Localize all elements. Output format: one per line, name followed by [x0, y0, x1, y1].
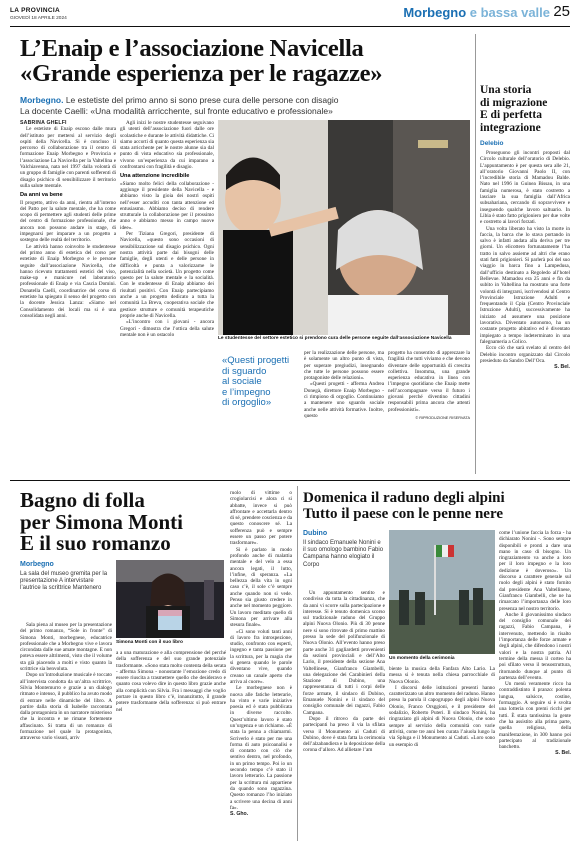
photo-author-portrait — [116, 560, 224, 638]
story3-signature: S. Bel. — [555, 750, 571, 757]
story1-col2-text-c: Per Tiziana Gregori, presidente di Navicella, «questo sono occasioni di sensibilizzazione sul disagio psichico. Ogni nostra attività parte dai bisogni delle famiglie, degli utenti e delle persone in difficoltà e punta a valorizzarne le potenzialità nella società. Un progetto come questo per la salute mentale e la socialità. Con le studentesse di Enaip abbiamo dei risultati positivi. Con Enaip partecipiamo anche a un progetto dedicato a tutta la comunità La Breva, cooperativa sociale che gestisce strutture e comunità terapeutiche proprie anche di Navicella. — [120, 231, 214, 319]
story3-col1-text: Un appuntamento sentito e condiviso da tutta la cittadinanza, che da anni vi scorre sulla partecipazione e interesse. Si è tenuto domenica scorso sul tradizionale raduno del Gruppo alpini Nuova Olonio. Più di 30 penne nere si sono ritrovate di primo mattino presso la sede del polifunzionale di Nuova Olonio. All’evento hanno preso parte anche 31 gagliardetti provenienti da sezioni provinciali e dell’Alto Lario, il presidente della sezione Ana Valtellinese, Gianfranco Giambelli, una delegazione dei Carabinieri della Stazione di Dubino, una rappresentanza di tutti i corpi delle forze armate, il sindaco di Dubino, Emanuele Nonini e il sindaco del consiglio comunale dei ragazzi, Fabio Campana. — [303, 590, 385, 716]
story1-col2-text: Agli inizi le nostre studentesse seguivano gli utenti dell’associazione fuori dalle ore scolastiche e durante le attività didattiche. Ci siamo accorti di quanto questa esperienza sia stata arricchente per le nostre alunne sia dal punto di vista educativo sia professionale, vivono un’esperienza da cui imparano a confrontarsi con fragilità e disagio. — [120, 120, 214, 171]
story3-photo — [389, 530, 495, 654]
story1-col4-text: progetto ha consentito di apprezzare la fragilità che tutti viviamo e che devono diventare delle opportunità di crescita collettiva. Insomma, una grande esperienza educativa in linea con l’impegno quotidiano che Enaip mette nell’accompagnare verso il futuro i giovani perché diventino cittadini responsabili prima ancora che attenti professionisti». — [388, 350, 470, 413]
story2-photo-caption: Simona Monti con il suo libro — [116, 640, 183, 645]
story3-photo-caption: Un momento della cerimonia — [389, 656, 455, 661]
story3-col3 — [499, 530, 571, 842]
story1-summary-2: La docente Caelli: «Una modalità arricchente, sul fronte educativo e professionale» — [20, 105, 333, 116]
story2-signature-inline: S. Gho. — [230, 811, 249, 818]
story2-headline-3: E il suo romanzo — [20, 531, 171, 555]
story3-col3-text: come l’unione faccia la forza - ha dichiarato Nonini -. Sono sempre disponibili e pronti a dare una mano in caso di bisogno. Un ringraziamento va anche a loro per il loro impegno e la loro dedizione è doveroso». Un discorso a carattere generale sul ruolo degli alpini è stato fornito dal presidente Ana Valtellinese, Gianfranco Giambelli, che ne ha rimarcato l’importanza delle loro presenza nel nostro territorio. — [499, 530, 571, 612]
story1-col1-subhead: Da anni va bene — [20, 192, 63, 199]
story1-headline — [20, 36, 470, 86]
story1-col1-text-b: Il progetto, attivo da anni, rientra all’interno del Patto per la salute mentale, che ha come scopo di permettere agli studenti delle prime del centro di formazione professionale, che ancora non possono andare in stage, di impegnarsi per imparare a un progetto a sostegno delle realtà del territorio. — [20, 199, 116, 244]
sidebar-body — [480, 150, 570, 475]
sidebar-text-2: Una volta liberato ha visto la morte in faccia, la barca che lo stava portando in salvo è infatti andata alla deriva per tre giorni. Un elicottero fortunatamente l’ha tratto in salvo assieme ad altri che erano stati fatti prigionieri. Si parlerà poi del suo viaggio in barca fino a Lampedusa, dall’ufficio destinato a Regoledo all’hotel Bellevue. Mamadou era 25 anni e fin da subito in Valtellina ha mostrato una forte volontà di integrarsi, iscrivendosi al Centro Provinciale Istruzione Adulti e frequentando il Cpia (Centro Provinciale Istruzione Adulti), successivamente ha iniziato ad assumere una posizione lavorativa. Diventato autonomo, ha un costante progetto abitativo ed è diventato impiegato a tempo indeterminato in una falegnameria a Colico. — [480, 225, 570, 345]
story2-col3-text: ruolo di vittime o crogiolarcisi e alora ci si abbatte, invece si può affrontare e accettarla dentro di sé, prendere coscienza e da questo conoscere sé. La sofferenza può e sempre essere un passo per potere trasformare». — [230, 490, 292, 547]
photo-alpini-ceremony — [389, 530, 495, 654]
story2-col3-text-c: «Ci sono voluti tanti anni di lavoro fra introspezione, studio, confronto con esperti, ingegno e tanta passione per la scrittura, per la magia che si genera quando le parole diventano vive, quando creano un canale aperto che arriva al cuore». — [230, 628, 292, 685]
story2-headline — [20, 490, 240, 555]
story2-photo — [116, 560, 224, 638]
story1-col4 — [388, 350, 470, 470]
story3-col3-text-b: Anche il giovanissimo sindaco del consiglio comunale dei ragazzi, Fabio Campana, è intervenuto, mettendo in risalto l’importanza delle forze armate e degli alpini, che difendono i nostri valori e la nostra patria. Al termine della messa il corteo ha poi sfilato verso il tensostruttura, ritornando dunque al punto di partenza dell’evento. — [499, 611, 571, 681]
story1-col1 — [20, 120, 116, 470]
quote-line1: «Questi progetti — [222, 355, 290, 366]
story1-col2 — [120, 120, 214, 470]
story1-byline: SABRINA GHELFI — [20, 120, 67, 126]
story1-col3 — [304, 350, 384, 470]
story2-col2 — [116, 650, 226, 842]
story1-col2-text-b: «Siamo molto felici della collaborazione - aggiunge il presidente della Navicella - e abbiamo visto la gioia dei nostri ospiti nell’esser accuditi con tanta attenzione ed entusiasmo. Abbiamo deciso di rendere strutturale la collaborazione per il prossimo anno e abbiamo messo in campo nuove idee». — [120, 180, 214, 231]
story2-col3 — [230, 490, 292, 842]
section-rule — [10, 480, 570, 481]
story1-pullquote — [222, 356, 302, 409]
sidebar-headline-2: di migrazione — [480, 96, 548, 109]
sidebar-headline — [480, 84, 572, 134]
story-divider — [297, 486, 298, 841]
story3-col1-text-b: Dopo il ritrovo da parte dei partecipanti ha preso il via la sfilata verso il Monumento ai Caduti di Dubino, dove è stata fatta la cerimonia dell’alzabandiera e la deposizione della corona d’alloro. Ad allietare l’am — [303, 715, 385, 754]
story3-col2-text: biente la musica della Fanfara Alto Lario. La messa si è tenuta nella chiesa parrocchiale di Nuova Olonio. — [389, 666, 495, 685]
story1-col2-text-d: «L’incontro con i giovani - ancora Gregori - dimostra che l’ottica della salute mentale non è un ostacolo — [120, 319, 214, 338]
story2-col3-text-b: Si è parlato in modo profondo anche di malattia mentale e del velo a essa ancora legati, il lutto, l’infine, di speranza. «La bellezza della vita in ogni caso c’è, il sole c’è sempre anche quando non si vede. Penso sia giusto credere in anche nel momento peggiore. Un lavoro meditato quello di Simona per arrivare alla stesura finale». — [230, 546, 292, 629]
story2-headline-1: Bagno di folla — [20, 488, 145, 512]
story2-summary: La sala del museo gremita per la presentazione A intervistare l’autrice la scrittrice Mantenero — [20, 571, 108, 592]
story1-photo — [218, 120, 470, 335]
sidebar-kicker: Delebio — [480, 140, 504, 147]
story3-headline-2: Tutto il paese con le penne nere — [303, 506, 504, 522]
quote-line2: di sguardo — [222, 365, 267, 377]
quote-line5: di orgoglio» — [222, 397, 272, 408]
masthead-rule — [10, 26, 570, 27]
story3-headline — [303, 490, 573, 522]
story2-col1-text-b: Dopo un’introduzione musicale è toccato all’intervista condotta da un’altra scrittrice, Silvia Montemurro e grazie a un dialogo ritmato e intenso, il pubblico ha avuto modo di entrare nelle dinamiche del libro. A partire dalla storia di Isabelle raccontata dalla protagonista in un narratore misterioso che la incontra e ne rimane fortemente affascinato. Si tratta di un romanzo di formazione nel quale la protagonista, attraverso vario vissuti, arriv — [20, 672, 112, 742]
sidebar-headline-4: integrazione — [480, 121, 541, 134]
sidebar-text-3: Ecco ciò che sarà svelato al centro del Delebio incontro organizzato dal Circolo presieduto da Sandro Dell’Oca. — [480, 345, 570, 364]
story1-col1-text-c: Le attività hanno coinvolto le studentesse del primo anno di estetica del corso per estetiste di Enaip Morbegno e le persone seguite dall’associazione Navicella, che hanno ricevuto trattamenti estetici del viso, make-up e manicure nel laboratorio professionale di Enaip e via Cascia Domini. Donatella Caelli, coordinatrice del corso di estetiste ha spiegato il senso del progetto con la docente Jessica Lanza: «Siamo nel Consolidamento dei locali ma si è una consolidata negli anni. — [20, 243, 116, 319]
sidebar-divider — [475, 34, 476, 474]
story1-rights: © RIPRODUZIONE RISERVATA — [415, 415, 470, 420]
story3-col3-text-c: Un menù veramente ricco ha contraddistinto il pranzo: polenta lungua, salsicce, costine, formaggio. A seguire si è svolta una lotteria con premi ricchi per tutti. È stata tantissima la gente che ha assistito alla prima parte, quella religiosa, della manifestazione, in 300 hanno poi partecipato al tradizionale banchetto. — [499, 681, 571, 751]
sidebar-signature: S. Bel. — [554, 364, 570, 371]
sidebar-headline-3: E di perfetta — [480, 109, 542, 121]
story1-col3-text-b: «Questi progetti - afferma Andrea Donegà, direttore Enaip Morbegno - ci rimpiono di orgoglio. Continuiamo a mantenere uno sguardo sociale anche nelle attività formative. Inoltre, questo — [304, 381, 384, 419]
story1-headline-line1: L’Enaip e l’associazione Navicella — [20, 35, 364, 62]
story2-col2-text: a a una maturazione e alla comprensione del perché della sofferenza e del suo grande potenziale trasformante. «Sono stata molto contenta della serata - afferma Simona - nonostante l’emozione credo di essere riuscita a trasmettere quello che desideravo e quanto cosa volevo dire in questo libro grazie anche alla complicità con Silvia. Fra i messaggi che voglio portare in questo libro c’è, innanzitutto, il grande potere trasformante della sofferenza: si può entrare nel — [116, 650, 226, 713]
story2-headline-2: per Simona Monti — [20, 509, 183, 534]
sidebar-text-1: Proseguono gli incontri proposti dal Circolo culturale dell’oratorio di Delebio. L’appuntamento è per questa sera alle 21, all’oratorio Giovanni Paolo II, con l’incredibile storia di Mamadou Balde. Nato nel 1996 in Guinea Bissau, in una famiglia numerosa, è stato costretto a lasciare la sua famiglia dall’Africa subsahariana, cercando di sopravvivere e inseguendo qualche lavoro saltuario. In Libia è stato fatto prigioniero per due volte e costretto ai lavori forzati. — [480, 150, 570, 226]
page-number: 25 — [553, 3, 570, 20]
story3-headline-1: Domenica il raduno degli alpini — [303, 490, 505, 506]
section-title — [403, 5, 550, 20]
photo-beautician-scene — [218, 120, 470, 335]
masthead — [10, 4, 570, 26]
story2-kicker: Morbegno — [20, 561, 54, 568]
newspaper-name: LA PROVINCIA — [10, 7, 60, 14]
story3-col2-text-b: I discorsi delle istituzioni presenti hanno caratterizzato un altro momento del raduno. Hanno preso la parola il capogruppo degli alpini Nuova Olonio, Franco Orsggioni, e il presidente del sodalizio, Roberto Puteri. Il sindaco Nonini, ha ringraziato gli alpini di Nuova Olonio, che sono sempre al servizio della comunità con varie attività, come tre anni ben curata l’aiuola lungo la via Spluga e il Monumento ai Caduti. «Loro sono un esempio di — [389, 684, 495, 748]
sidebar-headline-1: Una storia — [480, 84, 532, 96]
story1-kicker: Morbegno. — [20, 95, 64, 105]
story2-col1-text: Sala piena al museo per la presentazione del primo romanzo, “Sole in fronte” di Simona Monti, morbegnese, educatrice professionale che a Morbegno vive e lavora circondata dalle sue amate montagne. E non poteva essere altrimenti, visto che il volume sta già piacendo a molti e visto quanto la scrittrice sia benvoluta. — [20, 622, 112, 673]
story1-col3-text: per la realizzazione delle persone, ma è solamente un altro punto di vista, per superare pregiudizi, insegnando che tutte le persone possono essere protagoniste delle relazioni». — [304, 350, 384, 382]
section-primary: Morbegno — [403, 5, 467, 20]
story1-col2-subhead: Una attenzione incredibile — [120, 173, 190, 180]
story2-col4-text: Le morbegnese non è nuova alle fatiche letterarie, ha vinto e varie iniziative poesia ed è stata pubblicata in diverse raccolte. Quest’ultimo lavoro è stato un’urgenza e un richiamo. «È stata la penna a chiamarmi. Scriverlo è stato per me una forma di auto psicoanalisi e di contatto con ciò che sentivo dentro, nel profondo, in un primo tempo. Poi io un secondo tempo c’è stato il lavoro letterario. La passione per la scrittura mi appartiene da quando sono ragazzina. Questo romanzo l’ho iniziato a scrivere una decina di anni fa». — [230, 685, 292, 811]
story3-col2 — [389, 666, 495, 842]
story1-photo-caption: Le studentesse del settore estetico si prendono cura delle persone seguite dall’associazione Navicella — [218, 336, 452, 341]
section-secondary: e bassa valle — [466, 5, 550, 20]
story3-summary: Il sindaco Emanuele Nonini e il suo omologo bambino Fabio Campana hanno elogiato il Corpo — [303, 540, 384, 568]
issue-date: GIOVEDÌ 18 APRILE 2024 — [10, 16, 67, 21]
quote-line3: al sociale — [222, 376, 262, 387]
story1-headline-line2: «Grande esperienza per le ragazze» — [20, 60, 383, 87]
story1-summary — [20, 95, 465, 116]
story3-kicker: Dubino — [303, 530, 328, 537]
story2-col1 — [20, 622, 112, 842]
story3-col1 — [303, 590, 385, 842]
quote-line4: e l’impegno — [222, 386, 271, 398]
story1-summary-1: Le estetiste del primo anno si sono prese cura delle persone con disagio — [63, 95, 339, 105]
story1-col1-text: Le estetiste di Enaip escono dalle mura dell’istituto per mettersi al servizio degli ospiti della Navicella. Si è concluso il percorso di collaborazione tra il centro di formazione Enaip Morbegno e Provincia e l’associazione La Navicella per la Valtellina e Valchiavenna, nata nel 1997 dalla volontà di un gruppo di famiglie con parenti sofferenti di disagio psichico di sensibilizzare il territorio sulla salute mentale. — [20, 126, 116, 189]
